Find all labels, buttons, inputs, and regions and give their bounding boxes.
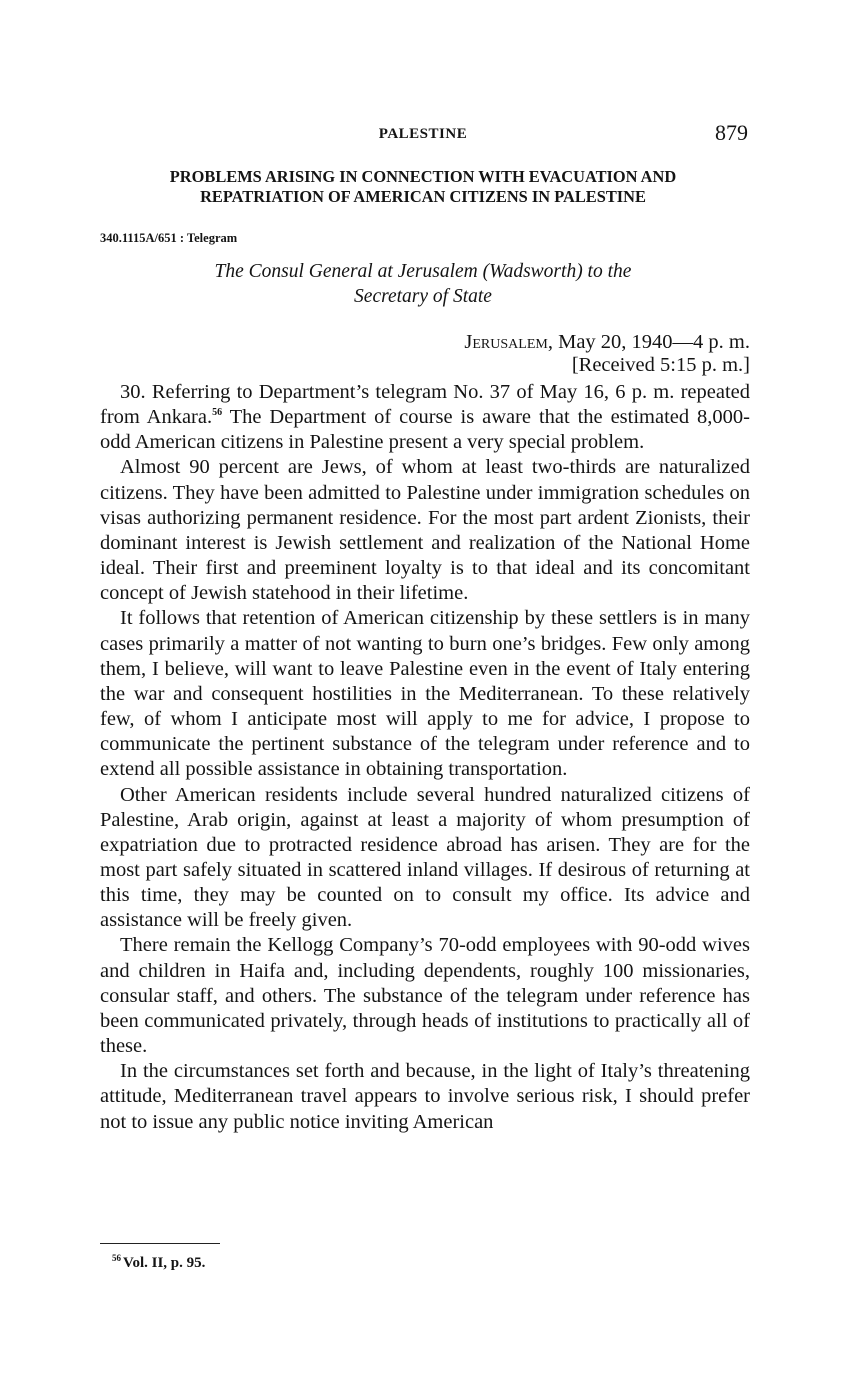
dateline-place: Jerusalem (464, 331, 548, 353)
dateline (380, 331, 750, 354)
running-title: PALESTINE (378, 126, 468, 142)
addressing-line-2: Secretary of State (354, 286, 492, 307)
footnote-marker: 56 (112, 1253, 121, 1263)
section-heading-line-1: PROBLEMS ARISING IN CONNECTION WITH EVACUATION AND (169, 167, 677, 186)
paragraph-6: In the circumstances set forth and because, in the light of Italy’s threatening attitude, Mediterranean travel appears to involve serious risk, I should prefer not to issue any public notice inviting American (100, 1060, 750, 1133)
paragraph-1-text-b: The Department of course is aware that the estimated 8,000-odd American citizens in Palestine present a very special problem. (100, 406, 750, 454)
footnote (112, 1255, 205, 1272)
addressing-line-1: The Consul General at Jerusalem (Wadsworth) to the (214, 261, 632, 282)
footnote-reference: 56 (212, 407, 223, 419)
footnote-divider (100, 1243, 220, 1244)
footnote-text: Vol. II, p. 95. (123, 1255, 206, 1271)
paragraph-2: Almost 90 percent are Jews, of whom at least two-thirds are naturalized citizens. They have been admitted to Palestine under immigration schedules on visas authorizing permanent residence. For the most part ardent Zionists, their dominant interest is Jewish settlement and realization of the National Home ideal. Their first and preeminent loyalty is to that ideal and its concomitant concept of Jewish statehood in their lifetime. (100, 456, 750, 605)
paragraph-1 (100, 380, 750, 455)
received-line: [Received 5:15 p. m.] (571, 354, 750, 376)
paragraph-4: Other American residents include several hundred naturalized citizens of Palestine, Arab origin, against at least a majority of whom presumption of expatriation due to protracted residence abroad has arisen. They are for the most part safely situated in scattered inland villages. If desirous of returning at this time, they may be counted on to consult my office. Its advice and assistance will be freely given. (100, 783, 750, 932)
section-heading-line-2: REPATRIATION OF AMERICAN CITIZENS IN PALESTINE (200, 187, 646, 206)
section-heading (98, 167, 748, 207)
dateline-date: , May 20, 1940—4 p. m. (547, 331, 750, 353)
running-head (98, 120, 748, 148)
page-number: 879 (715, 120, 748, 145)
addressing-line (98, 259, 748, 309)
paragraph-1-text-a: 30. Referring to Department’s telegram No. 37 of May 16, 6 p. m. repeated from Ankara. (100, 381, 750, 429)
telegram-body (100, 380, 750, 1135)
file-reference: 340.1115A/651 : Telegram (100, 231, 238, 245)
paragraph-5: There remain the Kellogg Company’s 70-odd employees with 90-odd wives and children in Haifa and, including dependents, roughly 100 missionaries, consular staff, and others. The substance of the telegram under reference has been communicated privately, through heads of institutions to practically all of these. (100, 934, 750, 1058)
paragraph-3: It follows that retention of American citizenship by these settlers is in many cases primarily a matter of not wanting to burn one’s bridges. Few only among them, I believe, will want to leave Palestine even in the event of Italy entering the war and consequent hostilities in the Mediterranean. To these relatively few, of whom I anticipate most will apply to me for advice, I propose to communicate the pertinent substance of the telegram under reference and to extend all possible assistance in obtaining transportation. (100, 607, 750, 781)
